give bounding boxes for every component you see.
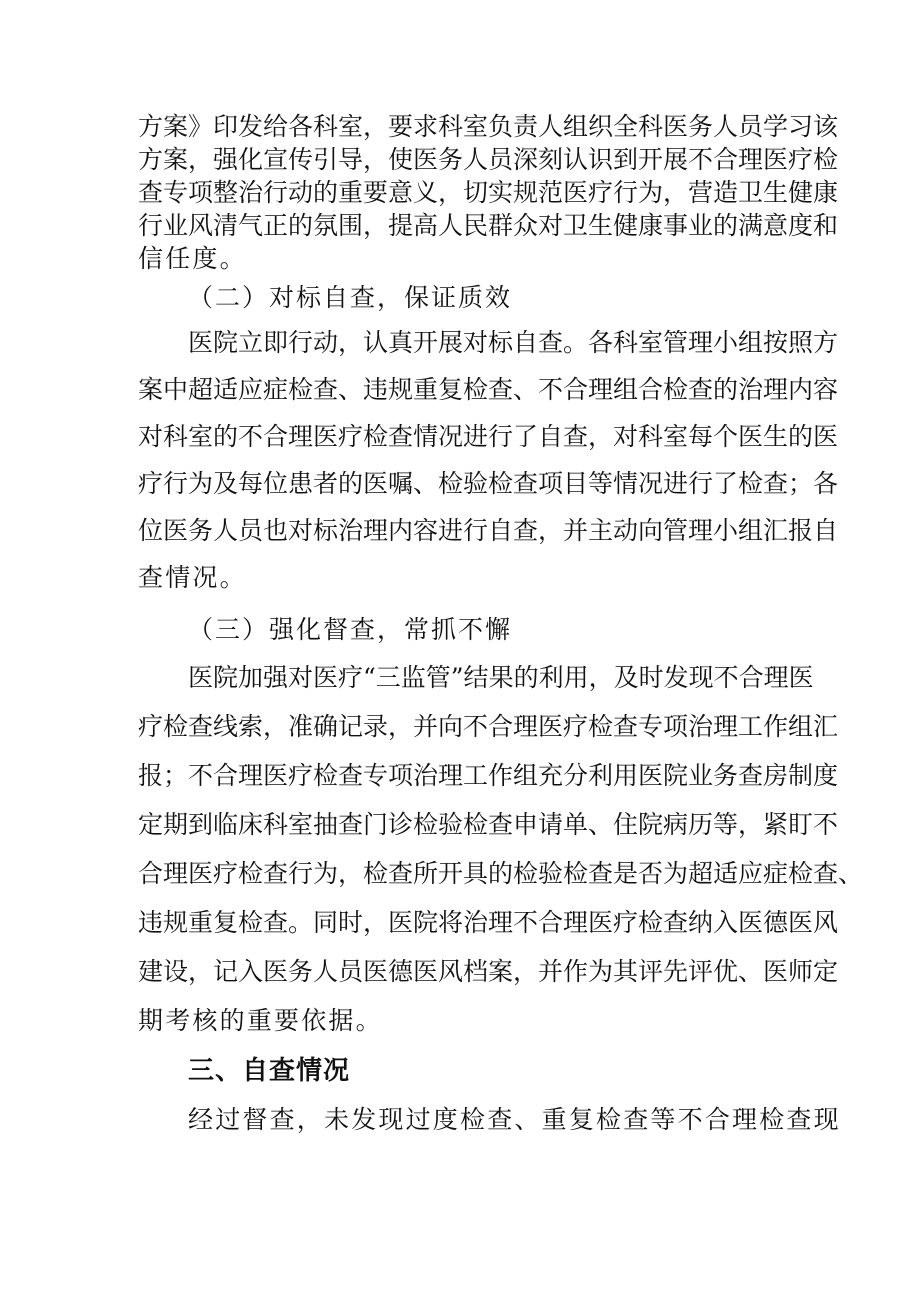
paragraph-line: 对科室的不合理医疗检查情况进行了自查，对科室每个医生的医 (138, 422, 839, 451)
subheading-three: （三）强化督查，常抓不懈 (188, 615, 513, 644)
paragraph-line: 疗检查线索，准确记录，并向不合理医疗检查专项治理工作组汇 (138, 712, 839, 741)
paragraph-line: 报；不合理医疗检查专项治理工作组充分利用医院业务查房制度 (138, 761, 839, 790)
paragraph-line: 建设，记入医务人员医德医风档案，并作为其评先评优、医师定 (138, 957, 839, 986)
paragraph-line: 信任度。 (138, 244, 247, 273)
paragraph-line: 位医务人员也对标治理内容进行自查，并主动向管理小组汇报自 (138, 516, 839, 545)
paragraph-line: 行业风清气正的氛围，提高人民群众对卫生健康事业的满意度和 (138, 211, 839, 240)
subheading-two: （二）对标自查，保证质效 (188, 283, 513, 312)
paragraph-line: 期考核的重要依据。 (138, 1006, 383, 1035)
paragraph-line: 违规重复检查。同时，医院将治理不合理医疗检查纳入医德医风 (138, 908, 839, 937)
paragraph-line: 医院立即行动，认真开展对标自查。各科室管理小组按照方 (188, 328, 839, 357)
paragraph-line: 查情况。 (138, 563, 247, 592)
paragraph-line: 查专项整治行动的重要意义，切实规范医疗行为，营造卫生健康 (138, 178, 839, 207)
paragraph-line: 经过督查，未发现过度检查、重复检查等不合理检查现 (188, 1105, 841, 1134)
paragraph-line: 疗行为及每位患者的医嘱、检验检查项目等情况进行了检查；各 (138, 469, 839, 498)
section-heading: 三、自查情况 (188, 1056, 351, 1086)
paragraph-line: 方案，强化宣传引导，使医务人员深刻认识到开展不合理医疗检 (138, 145, 839, 174)
paragraph-line: 案中超适应症检查、违规重复检查、不合理组合检查的治理内容 (138, 375, 839, 404)
paragraph-line: 定期到临床科室抽查门诊检验检查申请单、住院病历等，紧盯不 (138, 810, 839, 839)
paragraph-line: 医院加强对医疗“三监管”结果的利用，及时发现不合理医 (188, 663, 814, 692)
paragraph-line: 方案》印发给各科室，要求科室负责人组织全科医务人员学习该 (138, 112, 839, 141)
paragraph-line: 合理医疗检查行为，检查所开具的检验检查是否为超适应症检查、 (138, 859, 864, 888)
